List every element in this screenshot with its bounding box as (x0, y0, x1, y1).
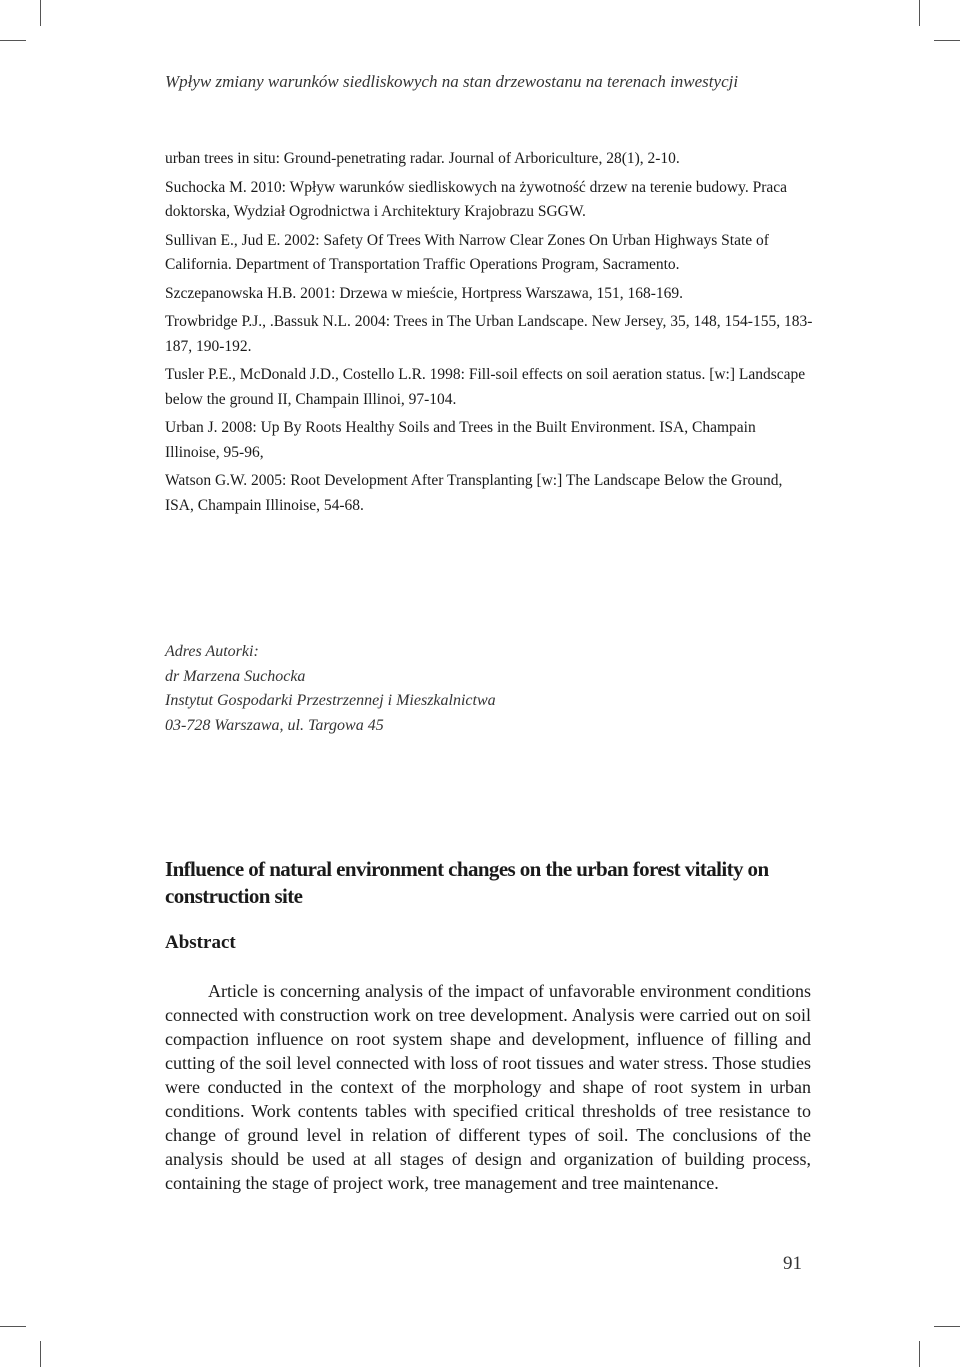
author-institution: Instytut Gospodarki Przestrzennej i Mieszkalnictwa (165, 692, 496, 709)
reference-item: Trowbridge P.J., .Bassuk N.L. 2004: Trees in The Urban Landscape. New Jersey, 35, 148, 154-155, 183-187, 190-192. (165, 313, 813, 355)
reference-item: Szczepanowska H.B. 2001: Drzewa w mieście, Hortpress Warszawa, 151, 168-169. (165, 284, 684, 302)
crop-mark-bottom-left (40, 1341, 41, 1367)
crop-mark-top-right-h (934, 40, 960, 41)
crop-mark-top-left-h (0, 40, 26, 41)
crop-mark-bottom-right-h (934, 1326, 960, 1327)
reference-item: urban trees in situ: Ground-penetrating radar. Journal of Arboriculture, 28(1), 2-10. (165, 150, 680, 167)
address-label: Adres Autorki: (165, 643, 259, 660)
page-number: 91 (783, 1253, 802, 1274)
reference-item: Urban J. 2008: Up By Roots Healthy Soils and Trees in the Built Environment. ISA, Champain Illinoise, 95-96, (165, 419, 756, 461)
reference-item: Suchocka M. 2010: Wpływ warunków siedliskowych na żywotność drzew na terenie budowy. Praca doktorska, Wydział Ogrodnictwa i Architektury Krajobrazu SGGW. (165, 178, 787, 220)
author-name: dr Marzena Suchocka (165, 667, 306, 685)
abstract-heading: Abstract (165, 932, 236, 953)
crop-mark-top-left (40, 0, 41, 26)
reference-item: Tusler P.E., McDonald J.D., Costello L.R. 1998: Fill-soil effects on soil aeration status. [w:] Landscape below the ground II, Champain Illinoi, 97-104. (165, 366, 806, 408)
crop-mark-bottom-right (919, 1341, 920, 1367)
author-address (165, 640, 813, 738)
reference-item: Sullivan E., Jud E. 2002: Safety Of Trees With Narrow Clear Zones On Urban Highways State of California. Department of Transportation Traffic Operations Program, Sacramento. (165, 231, 769, 273)
crop-mark-bottom-left-h (0, 1326, 26, 1327)
author-street: 03-728 Warszawa, ul. Targowa 45 (165, 716, 384, 734)
running-header: Wpływ zmiany warunków siedliskowych na stan drzewostanu na terenach inwestycji (165, 72, 739, 91)
crop-mark-top-right (919, 0, 920, 26)
abstract-text: Article is concerning analysis of the impact of unfavorable environment conditions connected with construction work on tree development. Analysis were carried out on soil compaction influence on root system shape and development, influence of filling and cutting of the soil level connected with loss of root tissues and water stress. Those studies were conducted in the context of the morphology and shape of root system in urban conditions. Work contents tables with specified critical thresholds of tree resistance to change of ground level in relation of different types of soil. The conclusions of the analysis should be used at all stages of design and organization of building process, containing the stage of project work, tree management and tree maintenance. (165, 981, 811, 1193)
reference-list (165, 147, 813, 518)
english-title: Influence of natural environment changes on the urban forest vitality on construction site (165, 857, 769, 908)
reference-item: Watson G.W. 2005: Root Development After Transplanting [w:] The Landscape Below the Ground, ISA, Champain Illinoise, 54-68. (165, 472, 783, 514)
